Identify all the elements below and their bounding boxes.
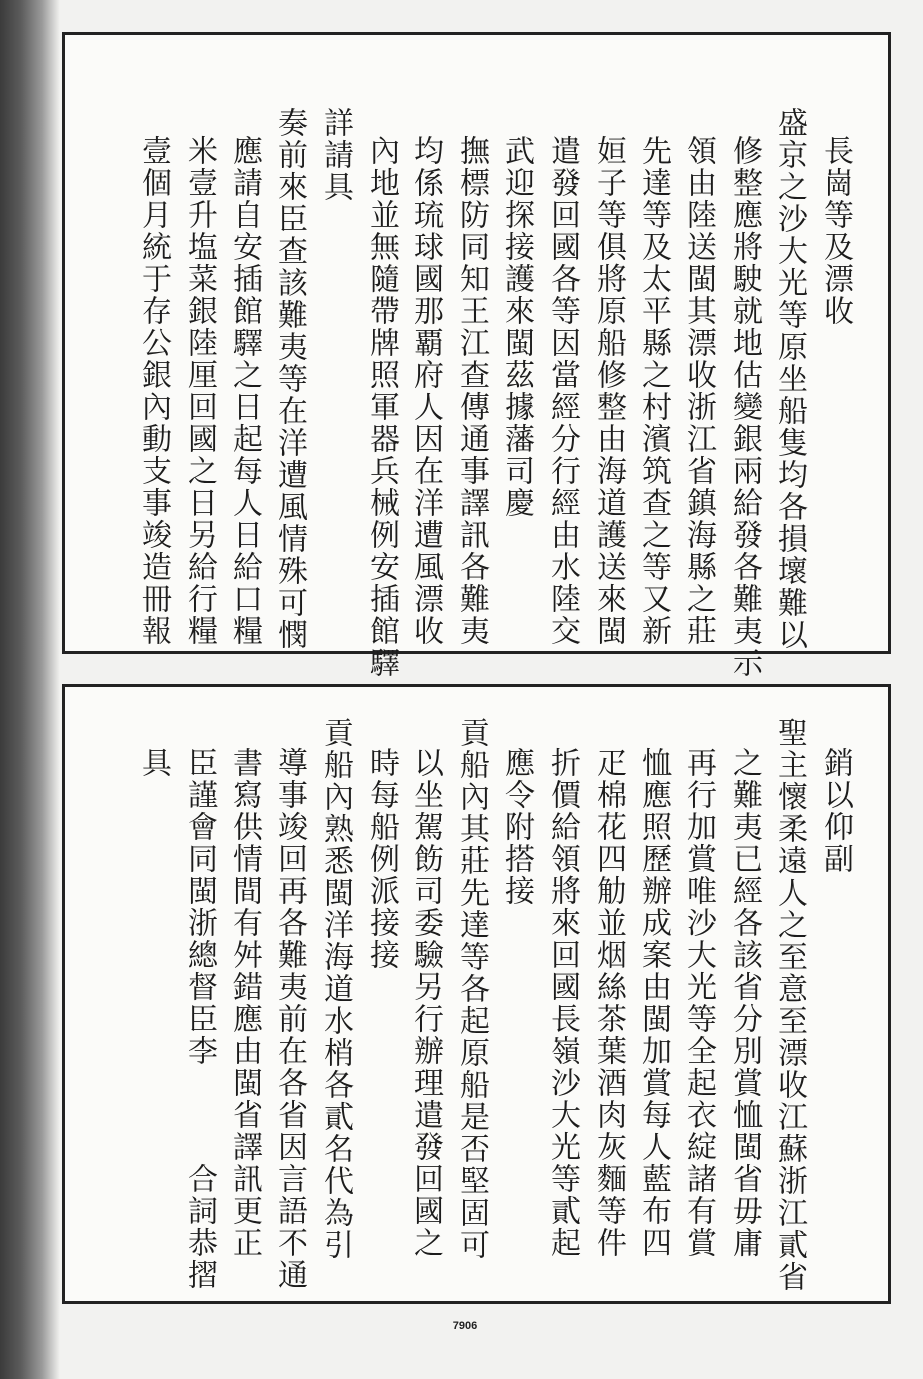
bottom-text-panel bbox=[62, 684, 891, 1304]
text-column: 應令附搭接 bbox=[499, 747, 534, 907]
text-column: 撫標防同知王江查傳通事譯訊各難夷 bbox=[454, 135, 489, 647]
text-column: 銷以仰副 bbox=[818, 747, 853, 875]
text-column: 領由陸送閩其漂收浙江省鎮海縣之莊 bbox=[681, 135, 716, 647]
text-column: 武迎探接護來閩茲據藩司慶 bbox=[499, 135, 534, 519]
page-number: 7906 bbox=[452, 1320, 478, 1332]
text-column: 以坐駕飭司委驗另行辦理遣發回國之 bbox=[408, 747, 443, 1259]
text-column: 貢船內熟悉閩洋海道水梢各貳名代為引 bbox=[318, 717, 353, 1261]
text-column: 恤應照歷辦成案由閩加賞每人藍布四 bbox=[636, 747, 671, 1259]
text-column: 時每船例派接接 bbox=[364, 747, 399, 971]
text-column: 具 bbox=[136, 747, 171, 779]
text-column: 長崗等及漂收 bbox=[818, 135, 853, 327]
text-column: 臣謹會同閩浙總督臣李 合詞恭摺 bbox=[182, 747, 217, 1291]
text-column: 姮子等俱將原船修整由海道護送來閩 bbox=[591, 135, 626, 647]
text-column: 應請自安插館驛之日起每人日給口糧 bbox=[227, 135, 262, 647]
text-column: 壹個月統于存公銀內動支事竣造冊報 bbox=[136, 135, 171, 647]
text-column: 詳請具 bbox=[318, 107, 353, 203]
text-column: 再行加賞唯沙大光等全起衣綻諸有賞 bbox=[681, 747, 716, 1259]
text-column: 先達等及太平縣之村濱筑查之等又新 bbox=[636, 135, 671, 647]
text-column: 折價給領將來回國長嶺沙大光等貳起 bbox=[545, 747, 580, 1259]
text-column: 內地並無隨帶牌照軍器兵械例安插館驛 bbox=[364, 135, 399, 679]
text-column: 之難夷已經各該省分別賞恤閩省毋庸 bbox=[727, 747, 762, 1259]
text-column: 米壹升塩菜銀陸厘回國之日另給行糧 bbox=[182, 135, 217, 647]
text-column: 書寫供情間有舛錯應由閩省譯訊更正 bbox=[227, 747, 262, 1259]
text-column: 貢船內其莊先達等各起原船是否堅固可 bbox=[454, 717, 489, 1261]
binding-shadow bbox=[0, 0, 60, 1379]
text-column: 導事竣回再各難夷前在各省因言語不通 bbox=[272, 747, 307, 1291]
text-column: 遣發回國各等因當經分行經由水陸交 bbox=[545, 135, 580, 647]
bottom-columns bbox=[65, 687, 888, 1301]
text-column: 聖主懷柔遠人之至意至漂收江蘇浙江貳省 bbox=[772, 717, 807, 1293]
top-columns bbox=[65, 35, 888, 679]
top-text-panel bbox=[62, 32, 891, 679]
text-column: 疋棉花四觔並烟絲茶葉酒肉灰麵等件 bbox=[591, 747, 626, 1259]
text-column: 奏前來臣查該難夷等在洋遭風情殊可憫 bbox=[272, 107, 307, 651]
text-column: 修整應將駛就地估變銀兩給發各難夷示 bbox=[727, 135, 762, 679]
text-column: 均係琉球國那覇府人因在洋遭風漂收 bbox=[408, 135, 443, 647]
text-column: 盛京之沙大光等原坐船隻均各損壞難以 bbox=[772, 107, 807, 651]
